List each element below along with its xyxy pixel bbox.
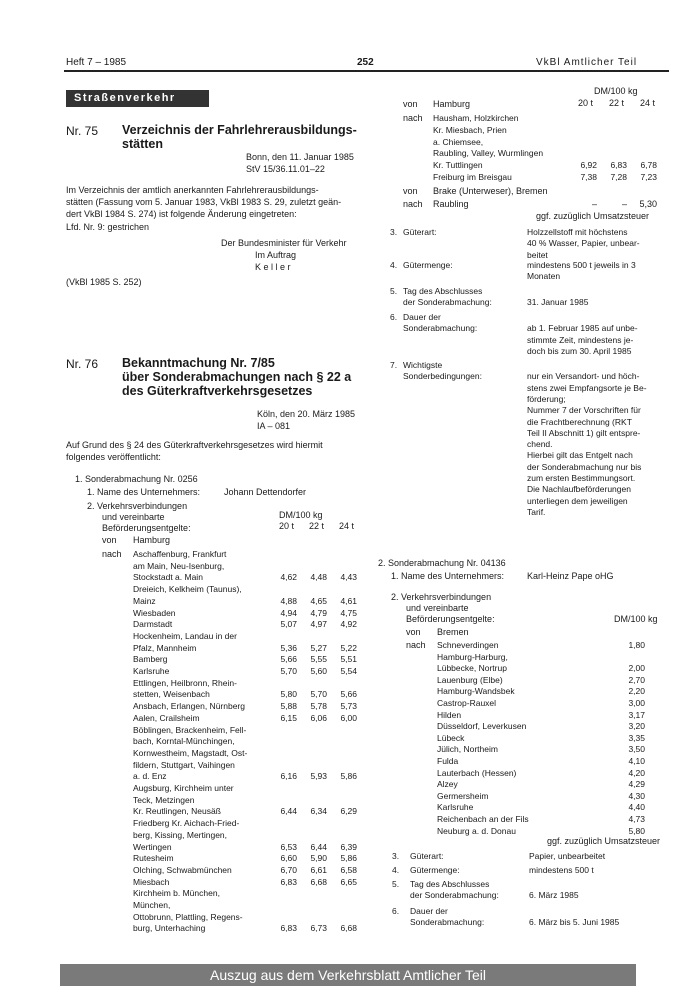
destination-place: Lübeck [437, 733, 465, 743]
item-label: Gütermenge: [410, 865, 460, 875]
rate-value: 6,44 [310, 842, 327, 852]
rate-value: 4,29 [628, 779, 645, 789]
destination-place: Wertingen [133, 842, 172, 852]
item-label: Dauer der [403, 312, 441, 322]
r1-vat-note: ggf. zuzüglich Umsatzsteuer [536, 211, 650, 221]
destination-place: Ettlingen, Heilbronn, Rhein- [133, 678, 237, 688]
destination-place: berg, Kissing, Mertingen, [133, 830, 228, 840]
rate-value: 6,83 [610, 160, 627, 170]
item-label: Tag des Abschlusses [403, 286, 483, 296]
rate-value: 4,62 [280, 572, 297, 582]
rate-value: 5,86 [340, 853, 357, 863]
rate-value: 4,20 [628, 768, 645, 778]
rate-value: 6,83 [280, 923, 297, 933]
nr76-title-1: Bekanntmachung Nr. 7/85 [122, 356, 275, 370]
rate-value: 3,17 [628, 710, 645, 720]
s2-title: 2. Sonderabmachung Nr. 04136 [378, 558, 506, 568]
item-label: Sonderbedingungen: [403, 371, 482, 381]
item-value: ab 1. Februar 1985 auf unbe- [527, 323, 638, 333]
destination-place: Hilden [437, 710, 462, 720]
r1-col-20t: 20 t [578, 98, 594, 108]
rate-value: 4,88 [280, 596, 297, 606]
destination-place: Karlsruhe [133, 666, 170, 676]
item-value: Papier, unbearbeitet [529, 851, 606, 861]
destination-place: Aschaffenburg, Frankfurt [133, 549, 227, 559]
item-value: 6. März 1985 [529, 890, 579, 900]
nr76-title-2: über Sonderabmachungen nach § 22 a [122, 370, 352, 384]
rate-value: 6,15 [280, 713, 297, 723]
item-value: der Sonderabmachung nur bis [527, 462, 642, 472]
nr76-ref: IA – 081 [257, 421, 291, 431]
destination-place: Hockenheim, Landau in der [133, 631, 237, 641]
s1-col-24t: 24 t [339, 521, 355, 531]
nr75-title-1: Verzeichnis der Fahrlehrerausbildungs- [122, 123, 357, 137]
r1-unit: DM/100 kg [594, 86, 638, 96]
destination-place: Kirchheim b. München, [133, 888, 220, 898]
rate-value: 5,73 [340, 701, 357, 711]
rate-value: 6,70 [280, 865, 297, 875]
s2-item1-label: 1. Name des Unternehmers: [391, 571, 505, 581]
rate-value: 6,53 [280, 842, 297, 852]
header-rule [64, 70, 669, 72]
item-number: 4. [390, 260, 398, 270]
rate-value: 5,86 [340, 771, 357, 781]
nr75-body-2: stätten (Fassung vom 5. Januar 1983, VkBl 1983 S. 29, zuletzt geän- [66, 197, 342, 207]
rate-value: 6,68 [310, 877, 327, 887]
item-number: 6. [390, 312, 398, 322]
rate-value: 4,79 [310, 608, 327, 618]
item-value: 40 % Wasser, Papier, unbear- [527, 238, 640, 248]
rate-value: 2,20 [628, 686, 645, 696]
destination-place: Reichenbach an der Fils [437, 814, 529, 824]
rate-value: 5,88 [280, 701, 297, 711]
destination-place: burg, Unterhaching [133, 923, 206, 933]
item-label: der Sonderabmachung: [403, 297, 492, 307]
rate-value: 2,70 [628, 675, 645, 685]
destination-place: Dreieich, Kelkheim (Taunus), [133, 584, 242, 594]
nr75-body-4: Lfd. Nr. 9: gestrichen [66, 222, 150, 232]
rate-value: 6,65 [340, 877, 357, 887]
destination-place: Düsseldorf, Leverkusen [437, 721, 527, 731]
item-number: 5. [392, 879, 400, 889]
nr75-ref: StV 15/36.11.01–22 [246, 164, 325, 174]
destination-place: Friedberg Kr. Aichach-Fried- [133, 818, 240, 828]
s1-von-place: Hamburg [133, 535, 171, 545]
s1-item2-line1: 2. Verkehrsverbindungen [87, 501, 188, 511]
s2-vat-note: ggf. zuzüglich Umsatzsteuer [547, 836, 661, 846]
issue-label: Heft 7 – 1985 [66, 57, 127, 68]
item-value: Hierbei gilt das Entgelt nach [527, 450, 633, 460]
rate-value: 3,20 [628, 721, 645, 731]
rate-value: 6,16 [280, 771, 297, 781]
item-value: 31. Januar 1985 [527, 297, 589, 307]
destination-place: Miesbach [133, 877, 170, 887]
rate-value: 6,83 [280, 877, 297, 887]
s2-von: von [406, 627, 421, 637]
destination-place: fildern, Stuttgart, Vaihingen [133, 760, 235, 770]
destination-place: Darmstadt [133, 619, 173, 629]
nr75-body-3: dert VkBl 1984 S. 274) ist folgende Änderung eingetreten: [66, 209, 297, 219]
s2-unit: DM/100 kg [614, 614, 658, 624]
r1-nach: nach [403, 113, 423, 123]
item-label: der Sonderabmachung: [410, 890, 499, 900]
r1-nach2-val-20t: – [591, 199, 597, 209]
rate-value: 5,55 [310, 654, 327, 664]
item-value: stimmte Zeit, mindestens je- [527, 335, 634, 345]
r1-nach2-val-22t: – [621, 199, 627, 209]
destination-place: Lübbecke, Nortrup [437, 663, 507, 673]
s1-unit: DM/100 kg [279, 510, 323, 520]
destination-place: Olching, Schwabmünchen [133, 865, 232, 875]
s1-item2-line2: und vereinbarte [102, 512, 165, 522]
destination-place: Kr. Reutlingen, Neusäß [133, 806, 221, 816]
s1-item2-line3: Beförderungsentgelte: [102, 523, 191, 533]
item-number: 4. [392, 865, 400, 875]
item-value: 6. März bis 5. Juni 1985 [529, 917, 620, 927]
rate-value: 6,58 [340, 865, 357, 875]
item-value: Monaten [527, 271, 561, 281]
footer-banner: Auszug aus dem Verkehrsblatt Amtlicher Teil [60, 964, 636, 986]
rate-value: 4,75 [340, 608, 357, 618]
destination-place: Hausham, Holzkirchen [433, 113, 519, 123]
s1-von: von [102, 535, 117, 545]
destination-place: Kr. Tuttlingen [433, 160, 483, 170]
nr75-sig-2: Im Auftrag [255, 250, 297, 260]
s2-von-place: Bremen [437, 627, 469, 637]
destination-place: Augsburg, Kirchheim unter [133, 783, 234, 793]
rate-value: 6,39 [340, 842, 357, 852]
rate-value: 4,43 [340, 572, 357, 582]
destination-place: Castrop-Rauxel [437, 698, 497, 708]
rate-value: 5,54 [340, 666, 357, 676]
item-value: chend. [527, 439, 553, 449]
r1-von-place: Hamburg [433, 99, 471, 109]
rate-value: 7,23 [640, 172, 657, 182]
destination-place: Rutesheim [133, 853, 174, 863]
s2-item1-value: Karl-Heinz Pape oHG [527, 571, 614, 581]
destination-place: Teck, Metzingen [133, 795, 195, 805]
item-label: Güterart: [403, 227, 437, 237]
item-value: unterliegen dem jeweiligen [527, 496, 628, 506]
destination-place: Raubling, Valley, Wurmlingen [433, 148, 544, 158]
rate-value: 4,73 [628, 814, 645, 824]
destination-place: Neuburg a. d. Donau [437, 826, 516, 836]
item-value: mindestens 500 t [529, 865, 594, 875]
s2-item2-line3: Beförderungsentgelte: [406, 614, 495, 624]
destination-place: Karlsruhe [437, 802, 474, 812]
item-value: nur ein Versandort- und höch- [527, 371, 640, 381]
destination-place: Freiburg im Breisgau [433, 172, 512, 182]
item-value: die Frachtberechnung (RKT [527, 417, 632, 427]
item-label: Güterart: [410, 851, 444, 861]
destination-place: Kr. Miesbach, Prien [433, 125, 507, 135]
destination-place: Alzey [437, 779, 458, 789]
nr76-intro-2: folgendes veröffentlicht: [66, 452, 161, 462]
item-value: mindestens 500 t jeweils in 3 [527, 260, 636, 270]
rate-value: 5,07 [280, 619, 297, 629]
item-value: stens zwei Empfangsorte je Be- [527, 383, 647, 393]
rate-value: 4,48 [310, 572, 327, 582]
r1-von2-place: Brake (Unterweser), Bremen [433, 186, 548, 196]
item-number: 3. [392, 851, 400, 861]
item-value: Holzzellstoff mit höchstens [527, 227, 628, 237]
item-value: Die Nachlaufbeförderungen [527, 484, 631, 494]
rate-value: 5,80 [280, 689, 297, 699]
journal-title: VkBl Amtlicher Teil [536, 57, 638, 68]
rate-value: 2,00 [628, 663, 645, 673]
item-number: 6. [392, 906, 400, 916]
nr76-title-3: des Güterkraftverkehrsgesetzes [122, 384, 313, 398]
item-label: Sonderabmachung: [410, 917, 485, 927]
section-band: Straßenverkehr [66, 90, 209, 107]
rate-value: 4,94 [280, 608, 297, 618]
rate-value: 6,68 [340, 923, 357, 933]
s1-col-22t: 22 t [309, 521, 325, 531]
destination-place: Böblingen, Brackenheim, Fell- [133, 725, 247, 735]
item-value: doch bis zum 30. April 1985 [527, 346, 632, 356]
rate-value: 4,10 [628, 756, 645, 766]
destination-place: Fulda [437, 756, 459, 766]
destination-place: Kornwestheim, Magstadt, Ost- [133, 748, 248, 758]
rate-value: 6,00 [340, 713, 357, 723]
item-number: 5. [390, 286, 398, 296]
destination-place: Hamburg-Harburg, [437, 652, 508, 662]
rate-value: 4,40 [628, 802, 645, 812]
item-label: Wichtigste [403, 360, 443, 370]
rate-value: 5,80 [628, 826, 645, 836]
s1-nach: nach [102, 549, 122, 559]
rate-value: 4,61 [340, 596, 357, 606]
rate-value: 5,27 [310, 643, 327, 653]
rate-value: 6,73 [310, 923, 327, 933]
item-number: 3. [390, 227, 398, 237]
rate-value: 5,36 [280, 643, 297, 653]
rate-value: 1,80 [628, 640, 645, 650]
rate-value: 5,60 [310, 666, 327, 676]
destination-place: am Main, Neu-Isenburg, [133, 561, 225, 571]
rate-value: 6,06 [310, 713, 327, 723]
s1-col-20t: 20 t [279, 521, 295, 531]
s1-item1-label: 1. Name des Unternehmers: [87, 487, 201, 497]
rate-value: 6,44 [280, 806, 297, 816]
nr75-citation: (VkBl 1985 S. 252) [66, 277, 142, 287]
r1-col-22t: 22 t [609, 98, 625, 108]
rate-value: 3,35 [628, 733, 645, 743]
item-label: Dauer der [410, 906, 448, 916]
nr75-body-1: Im Verzeichnis der amtlich anerkannten Fahrlehrerausbildungs- [66, 185, 319, 195]
nr75-sig-1: Der Bundesminister für Verkehr [221, 238, 347, 248]
rate-value: 6,61 [310, 865, 327, 875]
nr75-date: Bonn, den 11. Januar 1985 [246, 152, 354, 162]
rate-value: 5,90 [310, 853, 327, 863]
nr75-number: Nr. 75 [66, 124, 99, 138]
destination-place: Jülich, Northeim [437, 744, 498, 754]
item-value: Teil II Abschnitt 1) gilt entspre- [527, 428, 641, 438]
destination-place: Germersheim [437, 791, 489, 801]
item-value: Tarif. [527, 507, 546, 517]
destination-place: Hamburg-Wandsbek [437, 686, 515, 696]
destination-place: Mainz [133, 596, 156, 606]
destination-place: Lauterbach (Hessen) [437, 768, 517, 778]
rate-value: 5,66 [280, 654, 297, 664]
item-value: beitet [527, 250, 548, 260]
item-value: förderung; [527, 394, 566, 404]
destination-place: Bamberg [133, 654, 168, 664]
rate-value: 6,92 [580, 160, 597, 170]
destination-place: stetten, Weisenbach [133, 689, 210, 699]
item-value: zum ersten Bestimmungsort. [527, 473, 636, 483]
rate-value: 6,78 [640, 160, 657, 170]
page-number: 252 [357, 57, 374, 68]
rate-value: 5,51 [340, 654, 357, 664]
r1-nach2: nach [403, 199, 423, 209]
rate-value: 7,38 [580, 172, 597, 182]
r1-col-24t: 24 t [640, 98, 656, 108]
destination-place: bach, Korntal-Münchingen, [133, 736, 235, 746]
destination-place: Ottobrunn, Plattling, Regens- [133, 912, 243, 922]
destination-place: Pfalz, Mannheim [133, 643, 197, 653]
rate-value: 5,93 [310, 771, 327, 781]
rate-value: 3,00 [628, 698, 645, 708]
rate-value: 7,28 [610, 172, 627, 182]
rate-value: 6,34 [310, 806, 327, 816]
destination-place: München, [133, 900, 171, 910]
item-label: Sonderabmachung: [403, 323, 478, 333]
destination-place: Lauenburg (Elbe) [437, 675, 503, 685]
s2-nach: nach [406, 640, 426, 650]
rate-value: 3,50 [628, 744, 645, 754]
rate-value: 5,66 [340, 689, 357, 699]
r1-von2: von [403, 186, 418, 196]
r1-von: von [403, 99, 418, 109]
nr75-title-2: stätten [122, 137, 163, 151]
destination-place: Schneverdingen [437, 640, 499, 650]
rate-value: 4,92 [340, 619, 357, 629]
s1-title: 1. Sonderabmachung Nr. 0256 [75, 474, 198, 484]
destination-place: a. d. Enz [133, 771, 167, 781]
item-label: Tag des Abschlusses [410, 879, 490, 889]
rate-value: 4,65 [310, 596, 327, 606]
nr76-date: Köln, den 20. März 1985 [257, 409, 356, 419]
s2-item2-line1: 2. Verkehrsverbindungen [391, 592, 492, 602]
rate-value: 5,70 [280, 666, 297, 676]
item-label: Gütermenge: [403, 260, 453, 270]
item-number: 7. [390, 360, 398, 370]
nr75-sig-3: K e l l e r [255, 262, 291, 272]
rate-value: 6,29 [340, 806, 357, 816]
s1-item1-value: Johann Dettendorfer [224, 487, 307, 497]
r1-nach2-place: Raubling [433, 199, 469, 209]
rate-value: 5,78 [310, 701, 327, 711]
nr76-intro-1: Auf Grund des § 24 des Güterkraftverkehrsgesetzes wird hiermit [66, 440, 323, 450]
rate-value: 4,97 [310, 619, 327, 629]
rate-value: 4,30 [628, 791, 645, 801]
rate-value: 5,70 [310, 689, 327, 699]
rate-value: 6,60 [280, 853, 297, 863]
item-value: Nummer 7 der Vorschriften für [527, 405, 641, 415]
s2-item2-line2: und vereinbarte [406, 603, 469, 613]
rate-value: 5,22 [340, 643, 357, 653]
nr76-number: Nr. 76 [66, 357, 99, 371]
destination-place: Ansbach, Erlangen, Nürnberg [133, 701, 245, 711]
destination-place: Aalen, Crailsheim [133, 713, 200, 723]
destination-place: Stockstadt a. Main [133, 572, 203, 582]
destination-place: Wiesbaden [133, 608, 176, 618]
r1-nach2-val-24t: 5,30 [639, 199, 657, 209]
destination-place: a. Chiemsee, [433, 137, 484, 147]
